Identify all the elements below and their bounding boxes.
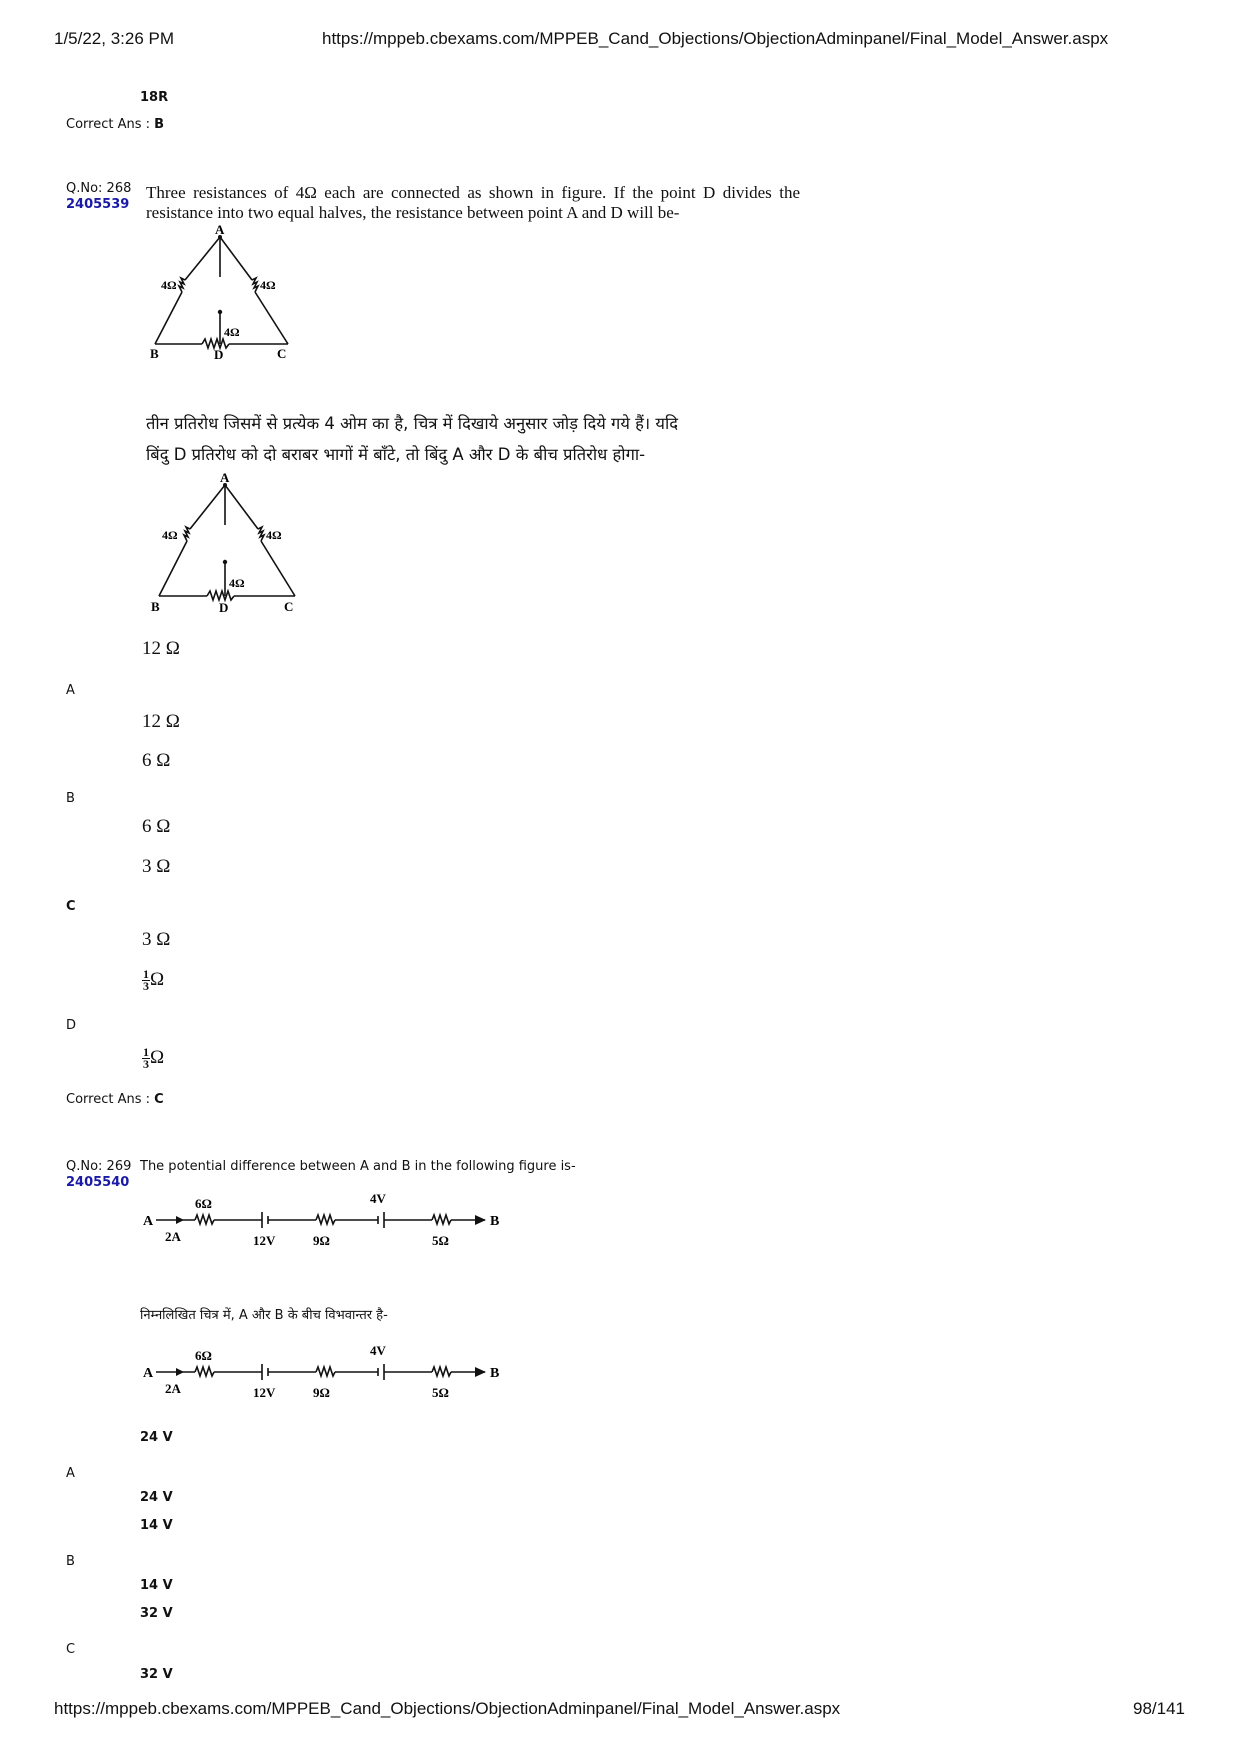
option-letter-a: A bbox=[66, 683, 75, 698]
fig-label-r-right: 4Ω bbox=[260, 278, 276, 292]
option-a-en: 24 V bbox=[140, 1430, 173, 1445]
prev-option-value: 18R bbox=[140, 90, 169, 105]
circuit-label-v1: 12V bbox=[253, 1233, 276, 1248]
option-letter-c: C bbox=[66, 899, 76, 914]
fraction-numerator: 1 bbox=[143, 967, 149, 982]
option-c-hi: 3 Ω bbox=[142, 929, 171, 950]
circuit-label-v2: 4V bbox=[370, 1191, 386, 1206]
question-number: Q.No: 268 bbox=[66, 181, 132, 196]
circuit-label-b: B bbox=[490, 1214, 500, 1229]
option-b-en: 14 V bbox=[140, 1518, 173, 1533]
question-text-hi: निम्नलिखित चित्र में, A और B के बीच विभवान्तर है- bbox=[140, 1308, 388, 1323]
prev-correct-answer bbox=[66, 117, 164, 132]
circuit-label-r1: 6Ω bbox=[195, 1348, 212, 1363]
circuit-label-r2: 9Ω bbox=[313, 1233, 330, 1248]
print-header-url: https://mppeb.cbexams.com/MPPEB_Cand_Objections/ObjectionAdminpanel/Final_Model_Answer.aspx bbox=[322, 29, 1109, 48]
circuit-label-r3: 5Ω bbox=[432, 1233, 449, 1248]
circuit-label-a: A bbox=[143, 1366, 154, 1381]
fig-label-r-bottom: 4Ω bbox=[229, 576, 245, 590]
circuit-label-v1: 12V bbox=[253, 1385, 276, 1400]
fig-label-a: A bbox=[215, 222, 225, 237]
circuit-figure-hi bbox=[140, 1338, 520, 1408]
fraction-denominator: 3 bbox=[143, 979, 149, 994]
unit: Ω bbox=[150, 1047, 165, 1068]
print-footer-url: https://mppeb.cbexams.com/MPPEB_Cand_Objections/ObjectionAdminpanel/Final_Model_Answer.aspx bbox=[54, 1699, 841, 1718]
fig-label-b: B bbox=[151, 599, 160, 614]
circuit-label-r1: 6Ω bbox=[195, 1196, 212, 1211]
option-letter-d: D bbox=[66, 1018, 77, 1033]
triangle-resistor-figure-hi bbox=[145, 469, 310, 614]
correct-answer-value: B bbox=[154, 117, 165, 132]
circuit-label-current: 2A bbox=[165, 1229, 181, 1244]
print-datetime: 1/5/22, 3:26 PM bbox=[54, 29, 175, 48]
option-d-hi bbox=[142, 1047, 164, 1070]
question-text-en: Three resistances of 4Ω each are connected as shown in figure. If the point D divides the resistance into two equal halves, the resistance between point A and D will be- bbox=[146, 183, 800, 222]
fig-label-d: D bbox=[219, 600, 229, 614]
option-a-en: 12 Ω bbox=[142, 638, 180, 659]
unit: Ω bbox=[150, 969, 165, 990]
circuit-figure bbox=[140, 1186, 520, 1256]
fig-label-r-right: 4Ω bbox=[266, 528, 282, 542]
triangle-resistor-figure bbox=[140, 222, 305, 362]
fig-label-c: C bbox=[277, 346, 287, 361]
circuit-label-r2: 9Ω bbox=[313, 1385, 330, 1400]
question-number: Q.No: 269 bbox=[66, 1159, 132, 1174]
option-c-en: 32 V bbox=[140, 1606, 173, 1621]
fig-label-c: C bbox=[284, 599, 294, 614]
option-b-en: 6 Ω bbox=[142, 750, 171, 771]
fig-label-r-left: 4Ω bbox=[161, 278, 177, 292]
fig-label-d: D bbox=[214, 347, 224, 362]
option-c-hi: 32 V bbox=[140, 1667, 173, 1682]
option-b-hi: 6 Ω bbox=[142, 816, 171, 837]
question-id: 2405540 bbox=[66, 1175, 130, 1190]
option-b-hi: 14 V bbox=[140, 1578, 173, 1593]
question-text-hi-line1: तीन प्रतिरोध जिसमें से प्रत्येक 4 ओम का है, चित्र में दिखाये अनुसार जोड़ दिये गये हैं। यदि bbox=[146, 414, 679, 433]
fraction-denominator: 3 bbox=[143, 1057, 149, 1072]
fig-label-r-left: 4Ω bbox=[162, 528, 178, 542]
fraction-numerator: 1 bbox=[143, 1045, 149, 1060]
question-id: 2405539 bbox=[66, 197, 130, 212]
correct-answer-value: C bbox=[154, 1092, 164, 1107]
fig-label-r-bottom: 4Ω bbox=[224, 325, 240, 339]
q268-correct-answer bbox=[66, 1092, 164, 1107]
fig-label-a: A bbox=[220, 470, 230, 485]
fig-label-b: B bbox=[150, 346, 159, 361]
circuit-label-b: B bbox=[490, 1366, 500, 1381]
option-letter-c: C bbox=[66, 1642, 76, 1657]
page-number: 98/141 bbox=[1133, 1699, 1185, 1718]
correct-answer-label: Correct Ans : bbox=[66, 117, 155, 132]
correct-answer-label: Correct Ans : bbox=[66, 1092, 155, 1107]
option-c-en: 3 Ω bbox=[142, 856, 171, 877]
option-d-en bbox=[142, 969, 164, 992]
option-letter-b: B bbox=[66, 791, 75, 806]
circuit-label-current: 2A bbox=[165, 1381, 181, 1396]
question-text-hi-line2: बिंदु D प्रतिरोध को दो बराबर भागों में बाँटे, तो बिंदु A और D के बीच प्रतिरोध होगा- bbox=[146, 445, 646, 464]
circuit-label-r3: 5Ω bbox=[432, 1385, 449, 1400]
circuit-label-a: A bbox=[143, 1214, 154, 1229]
question-text-en: The potential difference between A and B in the following figure is- bbox=[140, 1159, 576, 1174]
option-letter-a: A bbox=[66, 1466, 75, 1481]
option-a-hi: 24 V bbox=[140, 1490, 173, 1505]
option-a-hi: 12 Ω bbox=[142, 711, 180, 732]
option-letter-b: B bbox=[66, 1554, 75, 1569]
circuit-label-v2: 4V bbox=[370, 1343, 386, 1358]
